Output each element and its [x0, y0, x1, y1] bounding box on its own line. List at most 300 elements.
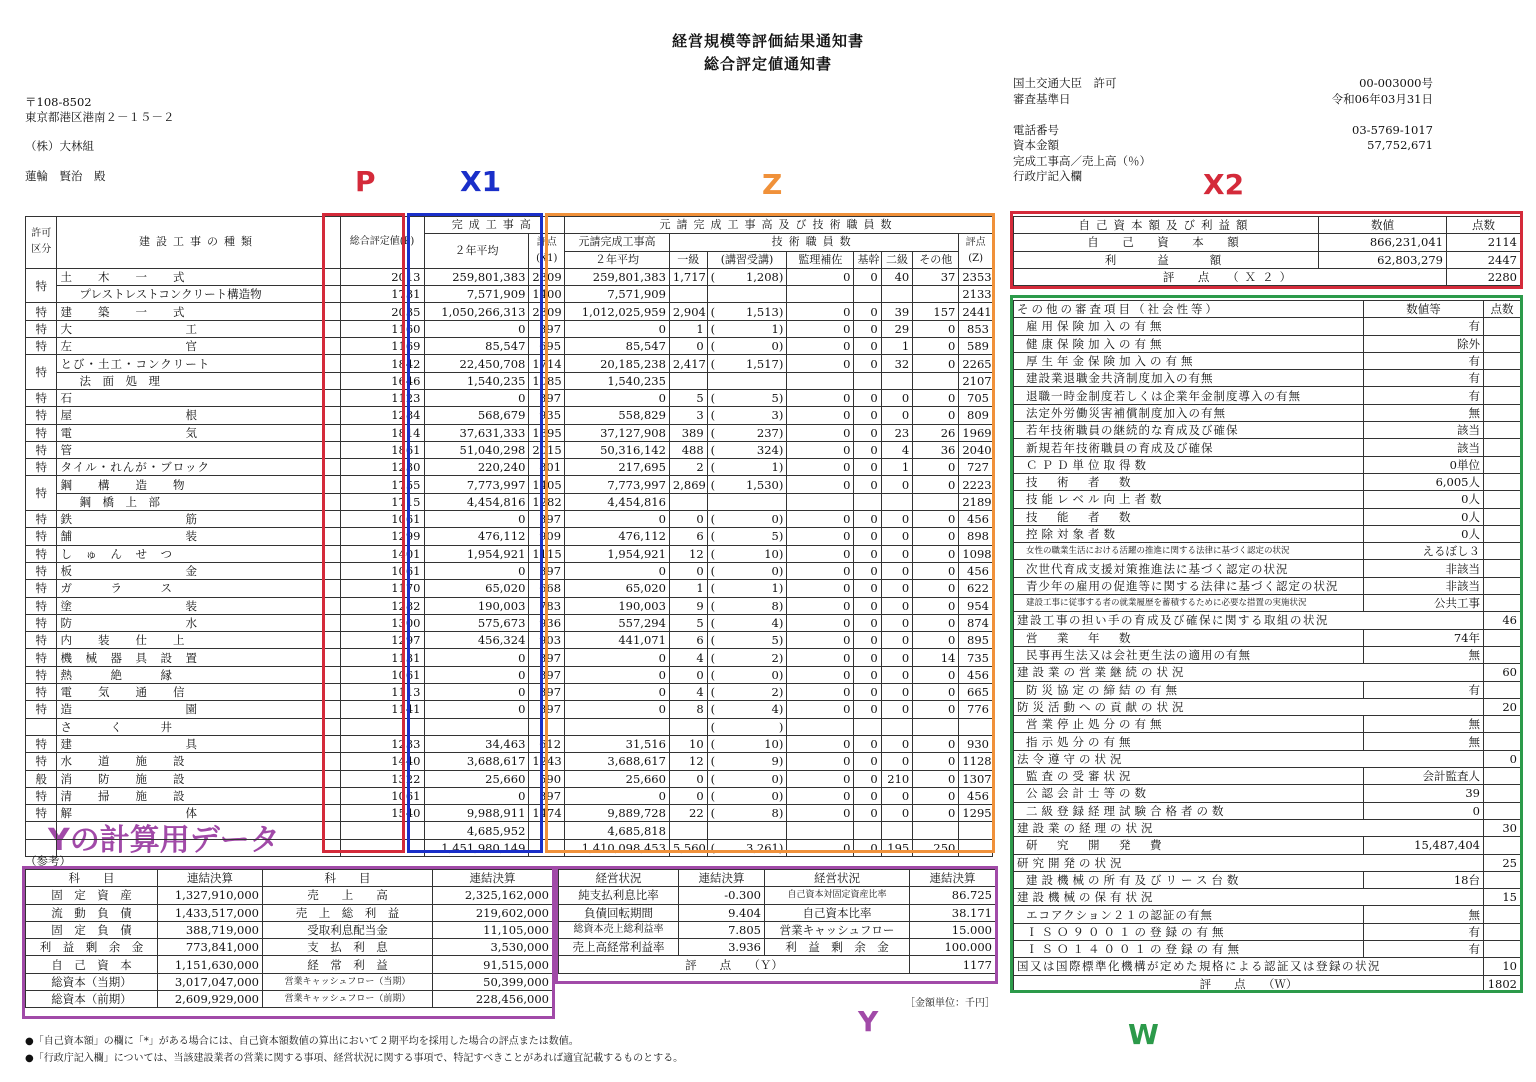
w-value: 39: [1364, 785, 1484, 802]
kyoka-cell: 特: [26, 320, 57, 337]
kikan-cell: 0: [854, 338, 881, 355]
w-header: 数値等: [1364, 301, 1484, 318]
w-score: 46: [1484, 612, 1521, 629]
info-label: 行政庁記入欄: [1013, 169, 1082, 183]
koshu-cell: ( 10): [707, 735, 787, 752]
y-table: [558, 869, 996, 974]
kikan-cell: 0: [854, 528, 881, 545]
header-x1: 評点(X1): [529, 234, 565, 269]
koshu-value: 10: [764, 546, 779, 561]
kikan-cell: 0: [854, 735, 881, 752]
koshu-value: 0: [771, 788, 779, 803]
other-cell: 0: [913, 355, 959, 372]
avg-cell: 476,112: [424, 528, 529, 545]
header-kanri: 監理補佐: [787, 251, 854, 268]
kikan-cell: 0: [854, 355, 881, 372]
z-cell: 735: [959, 649, 993, 666]
representative: 蓮輪 賢治 殿: [25, 169, 106, 183]
moto-cell: 9,889,728: [565, 805, 670, 822]
x1-cell: 1405: [529, 476, 565, 493]
w-value: 非該当: [1364, 560, 1484, 577]
y-value: 9.404: [679, 904, 765, 921]
w-item: 厚生年金保険加入の有無: [1014, 352, 1364, 369]
kikan-cell: 0: [854, 753, 881, 770]
fin-value: 388,719,000: [158, 921, 263, 938]
nikyu-cell: 0: [881, 545, 912, 562]
kikan-cell: 0: [854, 666, 881, 683]
kind-cell: 建 築 一 式: [57, 303, 340, 320]
p-cell: 1169: [340, 338, 424, 355]
ikkyu-cell: 0: [669, 338, 707, 355]
info-label: 国土交通大臣 許可: [1013, 76, 1117, 90]
info-row: [1013, 107, 1433, 123]
kanri-cell: 0: [787, 839, 854, 856]
moto-cell: 0: [565, 666, 670, 683]
kind-cell: 舗 装: [57, 528, 340, 545]
kyoka-cell: 特: [26, 649, 57, 666]
w-value: 無: [1364, 404, 1484, 421]
z-cell: 2223: [959, 476, 993, 493]
w-item: 研究開発の状況: [1014, 854, 1484, 871]
p-cell: 1842: [340, 355, 424, 372]
w-value: 74年: [1364, 629, 1484, 646]
table-row: [1014, 318, 1521, 335]
w-score: [1484, 802, 1521, 819]
label-x1: X1: [460, 165, 502, 198]
avg-cell: 7,571,909: [424, 286, 529, 303]
w-score: [1484, 352, 1521, 369]
table-row: [26, 493, 993, 510]
other-cell: [913, 718, 959, 735]
note-2: ●「行政庁記入欄」については、当該建設業者の営業に関する事項、経営状況に関する事項で、特記すべきことがあれば適宜記載するものとする。: [25, 1053, 684, 1064]
ikkyu-cell: 6: [669, 528, 707, 545]
w-item: 控除対象者数: [1014, 525, 1364, 542]
p-cell: 1322: [340, 770, 424, 787]
header-ikkyu: 一級: [669, 251, 707, 268]
w-score: [1484, 595, 1521, 612]
fin-header: 連結決算: [158, 870, 263, 887]
ikkyu-cell: 5,560: [669, 839, 707, 856]
fin-item: 固 定 資 産: [26, 887, 158, 904]
w-item: 法令遵守の状況: [1014, 750, 1484, 767]
w-total: 1802: [1484, 975, 1521, 992]
w-value: 0単位: [1364, 456, 1484, 473]
nikyu-cell: 1: [881, 459, 912, 476]
ikkyu-cell: 1: [669, 580, 707, 597]
other-cell: 0: [913, 770, 959, 787]
w-value: 無: [1364, 646, 1484, 663]
fin-item: 受取利息配当金: [263, 921, 433, 938]
p-cell: 1123: [340, 389, 424, 406]
x1-cell: 1400: [529, 286, 565, 303]
table-row: [26, 973, 553, 990]
ikkyu-cell: 2,417: [669, 355, 707, 372]
kikan-cell: 0: [854, 320, 881, 337]
nikyu-cell: [881, 286, 912, 303]
koshu-cell: ( 1,208): [707, 268, 787, 285]
kikan-cell: 0: [854, 614, 881, 631]
fin-value: 11,105,000: [433, 921, 553, 938]
table-row: [26, 701, 993, 718]
x1-cell: 1115: [529, 545, 565, 562]
fin-value: 228,456,000: [433, 991, 553, 1008]
other-cell: 0: [913, 459, 959, 476]
table-row: [1014, 889, 1521, 906]
table-row: [26, 320, 993, 337]
w-value: 有: [1364, 923, 1484, 940]
table-row: [1014, 422, 1521, 439]
ikkyu-cell: 0: [669, 666, 707, 683]
p-cell: 1284: [340, 407, 424, 424]
z-cell: 776: [959, 701, 993, 718]
notes: [25, 1033, 683, 1067]
p-cell: 1170: [340, 580, 424, 597]
avg-cell: 1,540,235: [424, 372, 529, 389]
koshu-cell: ( 0): [707, 787, 787, 804]
moto-cell: 50,316,142: [565, 441, 670, 458]
kikan-cell: 0: [854, 476, 881, 493]
kanri-cell: 0: [787, 407, 854, 424]
table-row: [1014, 958, 1521, 975]
avg-cell: [424, 718, 529, 735]
z-cell: 853: [959, 320, 993, 337]
ikkyu-cell: 5: [669, 389, 707, 406]
ikkyu-cell: [669, 286, 707, 303]
kyoka-cell: 特: [26, 511, 57, 528]
w-item: 建設工事の担い手の育成及び確保に関する取組の状況: [1014, 612, 1484, 629]
w-value: 該当: [1364, 422, 1484, 439]
ref-label: （参考）: [25, 854, 71, 868]
fin-value: 50,399,000: [433, 973, 553, 990]
kind-cell: 板 金: [57, 562, 340, 579]
kanri-cell: 0: [787, 649, 854, 666]
y-value: 100.000: [910, 939, 996, 956]
koshu-cell: ( 0): [707, 511, 787, 528]
kind-cell: 大 工: [57, 320, 340, 337]
koshu-cell: ( 1): [707, 580, 787, 597]
koshu-value: 1,530: [745, 477, 779, 492]
fin-value: 2,609,929,000: [158, 991, 263, 1008]
fin-item: 営業キャッシュフロー（当期）: [263, 973, 433, 990]
x1-cell: 2309: [529, 268, 565, 285]
table-row: [26, 666, 993, 683]
kyoka-cell: 特: [26, 787, 57, 804]
koshu-cell: ( 0): [707, 338, 787, 355]
other-cell: 0: [913, 684, 959, 701]
w-item: 指示処分の有無: [1014, 733, 1364, 750]
kyoka-cell: 特: [26, 614, 57, 631]
w-item: エコアクション２１の認証の有無: [1014, 906, 1364, 923]
p-cell: 1061: [340, 666, 424, 683]
koshu-cell: ( 0): [707, 562, 787, 579]
kind-cell: 塗 装: [57, 597, 340, 614]
avg-cell: 0: [424, 649, 529, 666]
kyoka-cell: 特: [26, 597, 57, 614]
kyoka-cell: 特: [26, 632, 57, 649]
other-cell: 0: [913, 476, 959, 493]
other-cell: 14: [913, 649, 959, 666]
z-cell: 2040: [959, 441, 993, 458]
w-value: 非該当: [1364, 577, 1484, 594]
ikkyu-cell: 0: [669, 770, 707, 787]
ikkyu-cell: 4: [669, 684, 707, 701]
fin-item: 総資本（前期）: [26, 991, 158, 1008]
info-label: 電話番号: [1013, 122, 1059, 137]
table-row: [1014, 525, 1521, 542]
z-cell: 2353: [959, 268, 993, 285]
w-score: [1484, 871, 1521, 888]
info-value: 令和06年03月31日: [1331, 91, 1433, 106]
kind-cell: 電 気: [57, 424, 340, 441]
z-cell: 2133: [959, 286, 993, 303]
kind-cell: 解 体: [57, 805, 340, 822]
other-cell: 0: [913, 511, 959, 528]
kikan-cell: 0: [854, 597, 881, 614]
w-score: [1484, 940, 1521, 957]
koshu-cell: ( 8): [707, 597, 787, 614]
koshu-value: 0: [771, 564, 779, 579]
koshu-cell: ( 1,517): [707, 355, 787, 372]
table-row: [1014, 733, 1521, 750]
kikan-cell: 0: [854, 787, 881, 804]
kind-cell: 石: [57, 389, 340, 406]
table-row: [1014, 543, 1521, 560]
w-item: 法定外労働災害補償制度加入の有無: [1014, 404, 1364, 421]
table-row: [1014, 335, 1521, 352]
avg-cell: 0: [424, 684, 529, 701]
avg-cell: 568,679: [424, 407, 529, 424]
table-row: [1014, 508, 1521, 525]
kind-cell: 熱 絶 縁: [57, 666, 340, 683]
table-row: [1014, 234, 1521, 251]
note-1: ●「自己資本額」の欄に「*」がある場合には、自己資本額数値の算出において２期平均を採用した場合の評点または数値。: [25, 1036, 579, 1047]
w-item: 建設業の経理の状況: [1014, 819, 1484, 836]
fin-value: 2,325,162,000: [433, 887, 553, 904]
nikyu-cell: 0: [881, 528, 912, 545]
fin-item: 自 己 資 本: [26, 956, 158, 973]
koshu-value: 324: [756, 443, 779, 457]
nikyu-cell: 32: [881, 355, 912, 372]
header-avg2: ２年平均: [424, 234, 529, 269]
koshu-value: 2: [771, 685, 779, 700]
kanri-cell: 0: [787, 511, 854, 528]
table-row: [1014, 681, 1521, 698]
w-item: 技 能 者 数: [1014, 508, 1364, 525]
w-value: 0人: [1364, 508, 1484, 525]
w-value: 有: [1364, 318, 1484, 335]
moto-cell: 3,688,617: [565, 753, 670, 770]
table-row: [1014, 251, 1521, 268]
koshu-cell: ( 2): [707, 649, 787, 666]
nikyu-cell: 0: [881, 787, 912, 804]
table-row: [26, 407, 993, 424]
koshu-cell: ( 5): [707, 528, 787, 545]
nikyu-cell: 0: [881, 805, 912, 822]
p-cell: 1297: [340, 632, 424, 649]
table-row: [26, 632, 993, 649]
w-score: 30: [1484, 819, 1521, 836]
address: 東京都港区港南２－１５－２: [25, 110, 175, 124]
y-total: 1177: [910, 956, 996, 973]
z-cell: 456: [959, 787, 993, 804]
w-score: 60: [1484, 664, 1521, 681]
x1-cell: 397: [529, 562, 565, 579]
info-row: [1013, 123, 1433, 139]
moto-cell: 85,547: [565, 338, 670, 355]
ikkyu-cell: 0: [669, 511, 707, 528]
table-row: [26, 839, 993, 856]
x2-total-label: 評 点 （Ｘ２）: [1014, 268, 1447, 285]
moto-cell: 190,003: [565, 597, 670, 614]
kikan-cell: [854, 718, 881, 735]
table-row: [1014, 802, 1521, 819]
w-score: [1484, 768, 1521, 785]
z-cell: 930: [959, 735, 993, 752]
kanri-cell: 0: [787, 320, 854, 337]
kikan-cell: 0: [854, 407, 881, 424]
avg-cell: 37,631,333: [424, 424, 529, 441]
w-item: 公認会計士等の数: [1014, 785, 1364, 802]
moto-cell: 37,127,908: [565, 424, 670, 441]
p-cell: 1401: [340, 545, 424, 562]
table-row: [26, 441, 993, 458]
table-row: [1014, 664, 1521, 681]
nikyu-cell: 0: [881, 614, 912, 631]
nikyu-cell: 195: [881, 839, 912, 856]
x1-cell: 397: [529, 511, 565, 528]
p-cell: 1061: [340, 511, 424, 528]
kyoka-cell: 特: [26, 303, 57, 320]
z-cell: 1295: [959, 805, 993, 822]
table-row: [1014, 560, 1521, 577]
avg-cell: 456,324: [424, 632, 529, 649]
table-row: [1014, 352, 1521, 369]
moto-cell: 0: [565, 562, 670, 579]
x1-cell: 1282: [529, 493, 565, 510]
other-cell: [913, 372, 959, 389]
kyoka-cell: 特: [26, 805, 57, 822]
y-item: 総資本売上総利益率: [559, 921, 679, 938]
w-score: [1484, 508, 1521, 525]
fin-item: 経 常 利 益: [263, 956, 433, 973]
fin-header: 連結決算: [433, 870, 553, 887]
w-item: 監査の受審状況: [1014, 768, 1364, 785]
w-score: [1484, 681, 1521, 698]
p-cell: 1141: [340, 701, 424, 718]
avg-cell: 3,688,617: [424, 753, 529, 770]
w-item: 二級登録経理試験合格者の数: [1014, 802, 1364, 819]
x2-score: 2447: [1447, 251, 1521, 268]
header-other: その他: [913, 251, 959, 268]
table-row: [26, 459, 993, 476]
avg-cell: 9,988,911: [424, 805, 529, 822]
w-value: 無: [1364, 716, 1484, 733]
w-score: [1484, 456, 1521, 473]
w-score: [1484, 646, 1521, 663]
ikkyu-cell: 3: [669, 407, 707, 424]
table-row: [26, 476, 993, 493]
header-gijutsu: 技術職員数: [669, 234, 958, 251]
kind-cell: 建 具: [57, 735, 340, 752]
table-row: [26, 528, 993, 545]
ikkyu-cell: 6: [669, 632, 707, 649]
y-value: 15.000: [910, 921, 996, 938]
y-value: 86.725: [910, 887, 996, 904]
w-item: 営業停止処分の有無: [1014, 716, 1364, 733]
kikan-cell: 0: [854, 511, 881, 528]
p-cell: 1715: [340, 493, 424, 510]
w-total-label: 評 点 （Ｗ）: [1014, 975, 1484, 992]
koshu-value: 8: [771, 806, 779, 821]
kind-cell: 内 装 仕 上: [57, 632, 340, 649]
table-row: [1014, 404, 1521, 421]
x1-cell: 801: [529, 459, 565, 476]
koshu-cell: ( 4): [707, 701, 787, 718]
nikyu-cell: 29: [881, 320, 912, 337]
kind-cell: 鉄 筋: [57, 511, 340, 528]
moto-cell: 20,185,238: [565, 355, 670, 372]
table-row: [26, 718, 993, 735]
x1-cell: [529, 718, 565, 735]
kanri-cell: [787, 372, 854, 389]
kanri-cell: 0: [787, 580, 854, 597]
z-cell: [959, 839, 993, 856]
koshu-value: 4: [771, 615, 779, 630]
avg-cell: 1,050,266,313: [424, 303, 529, 320]
w-header: 点数: [1484, 301, 1521, 318]
koshu-value: 1,513: [745, 304, 779, 319]
finance-table: [25, 869, 553, 1008]
koshu-value: 1,517: [745, 356, 779, 371]
x1-cell: 397: [529, 389, 565, 406]
avg-cell: 0: [424, 320, 529, 337]
x1-cell: [529, 839, 565, 856]
kind-cell: 屋 根: [57, 407, 340, 424]
ikkyu-cell: [669, 493, 707, 510]
kyoka-cell: 特: [26, 407, 57, 424]
kikan-cell: 0: [854, 459, 881, 476]
table-row: [559, 904, 996, 921]
w-item: ＣＰＤ単位取得数: [1014, 456, 1364, 473]
ikkyu-cell: 5: [669, 614, 707, 631]
kikan-cell: 0: [854, 268, 881, 285]
x1-cell: 1714: [529, 355, 565, 372]
fin-header: 科 目: [26, 870, 158, 887]
avg-cell: 1,954,921: [424, 545, 529, 562]
header-kyoka: 許可区分: [26, 217, 57, 269]
w-score: [1484, 577, 1521, 594]
x2-label: 利 益 額: [1014, 251, 1319, 268]
table-row: [26, 268, 993, 285]
x1-cell: 397: [529, 649, 565, 666]
table-row: [559, 887, 996, 904]
kind-cell: し ゅ ん せ つ: [57, 545, 340, 562]
avg-cell: 220,240: [424, 459, 529, 476]
koshu-cell: ( 8): [707, 805, 787, 822]
w-item: 建設機械の所有及びリース台数: [1014, 871, 1364, 888]
ikkyu-cell: 2: [669, 459, 707, 476]
kanri-cell: 0: [787, 441, 854, 458]
moto-cell: 441,071: [565, 632, 670, 649]
fin-value: 219,602,000: [433, 904, 553, 921]
koshu-cell: ( 3): [707, 407, 787, 424]
kanri-cell: 0: [787, 545, 854, 562]
fin-item: 総資本（当期）: [26, 973, 158, 990]
table-row: [26, 805, 993, 822]
nikyu-cell: 1: [881, 338, 912, 355]
x2-header: 点数: [1447, 217, 1521, 234]
info-row: [1013, 76, 1433, 92]
